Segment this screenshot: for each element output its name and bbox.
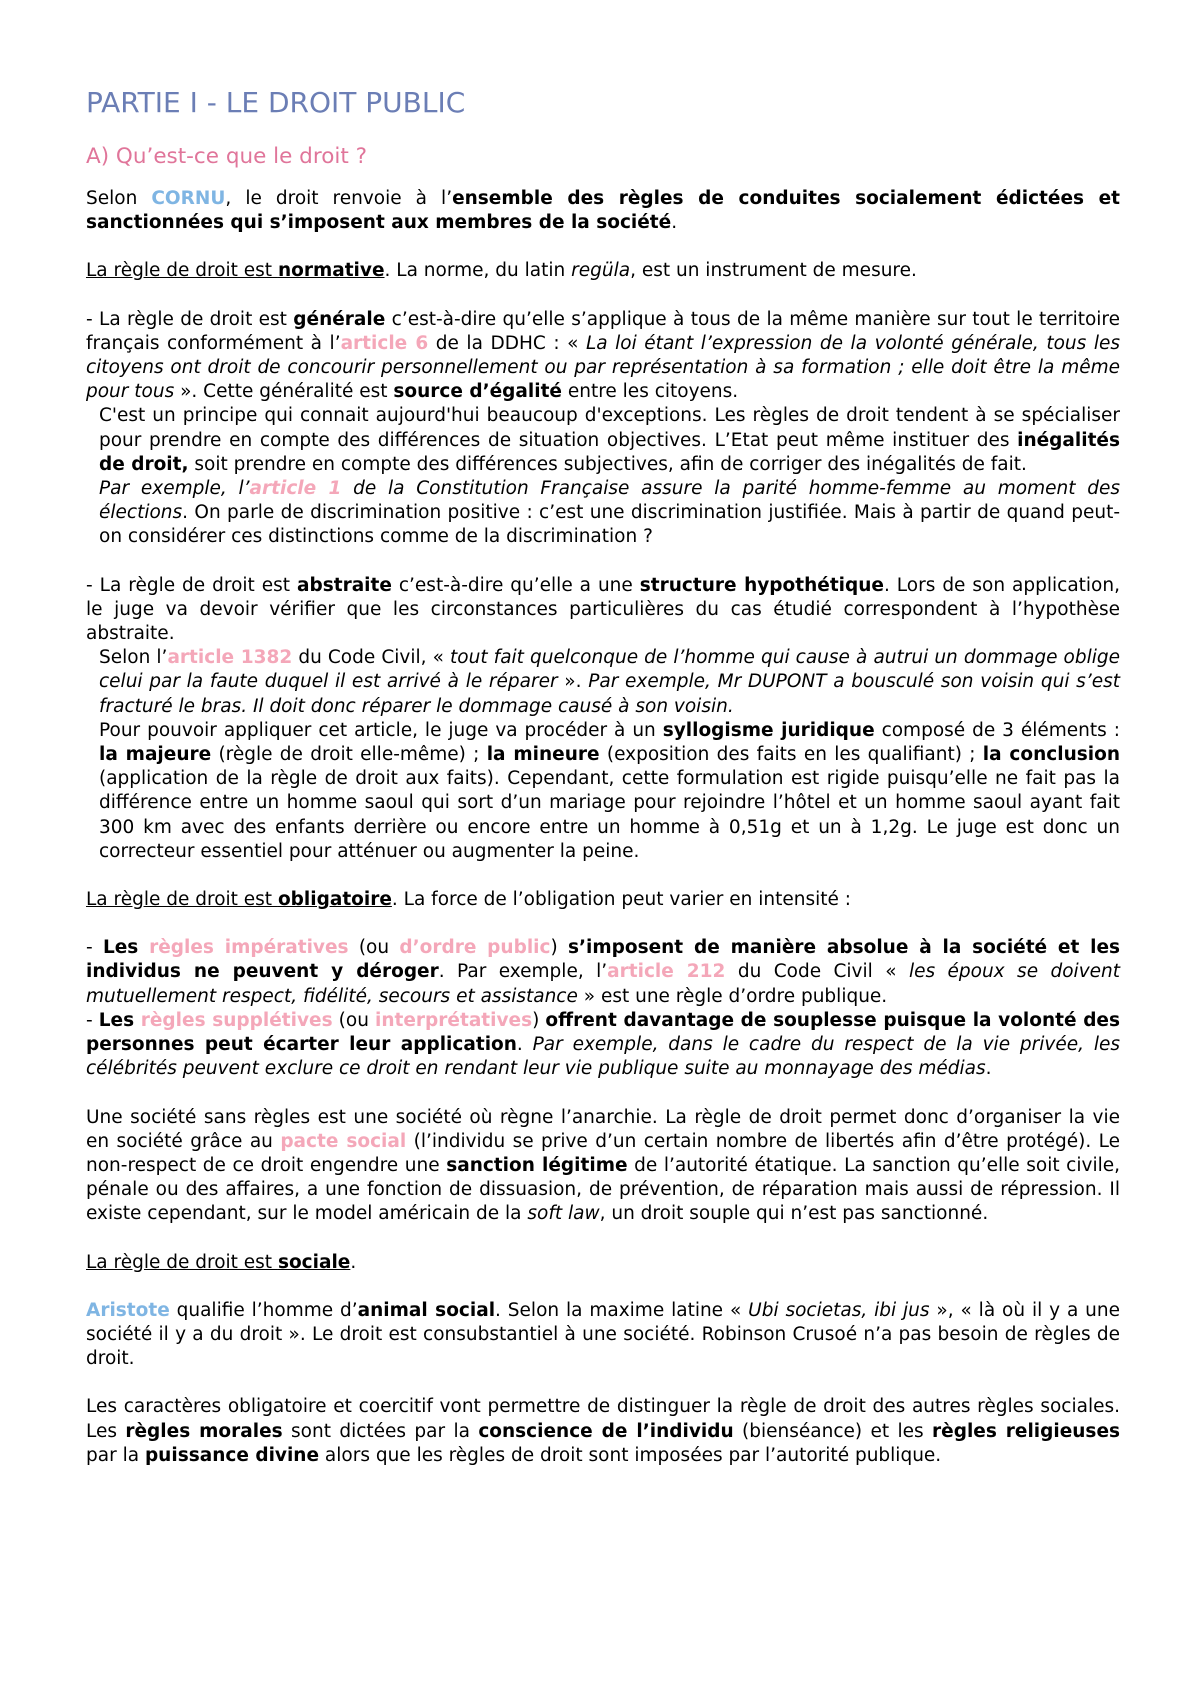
underlined-text: La règle de droit est <box>86 260 278 282</box>
text: (ou <box>348 937 400 959</box>
text: Selon <box>86 188 152 209</box>
article-reference: article 1382 <box>167 647 293 669</box>
definition-bold: ensemble des règles de conduites socialement édictées et sanctionnées qui s’imposent aux membres de la société <box>86 188 1120 234</box>
text-bold: Les <box>102 937 150 959</box>
text: - <box>86 937 103 959</box>
heading-normative <box>86 259 1120 283</box>
keyword-animal-social: animal social <box>357 1299 496 1321</box>
text: alors que les règles de droit sont imposées par l’autorité publique. <box>319 1444 942 1466</box>
text: - La règle de droit est <box>86 308 294 330</box>
keyword-source-egalite: source d’égalité <box>393 381 562 403</box>
page-title: PARTIE I - LE DROIT PUBLIC <box>86 86 466 119</box>
generale-paragraph <box>86 308 1120 405</box>
text: . Selon la maxime latine « <box>495 1299 749 1321</box>
text: qualifie l’homme d’ <box>169 1299 358 1321</box>
text: , est un instrument de mesure. <box>630 260 917 282</box>
text: . Lors de son application, le juge va devoir vérifier que les circonstances particulières du cas étudié correspondent à l’hypothèse abstraite. <box>86 574 1120 645</box>
text: . <box>985 1058 992 1080</box>
text: de la DDHC : « <box>428 332 586 354</box>
text: C'est un principe qui connait aujourd'hui beaucoup d'exceptions. Les règles de droit tendent à se spécialiser pour prendre en compte des différences de situation objectives. L’Etat peut même instituer des <box>99 405 1120 451</box>
text: ». Cette généralité est <box>174 381 394 403</box>
example-italic: Par exemple, Mr DUPONT a bousculé son voisin qui s’est fracturé le bras. Il doit donc réparer le dommage causé à son voisin. <box>99 671 1120 717</box>
keyword-regles-morales: règles morales <box>125 1420 283 1442</box>
keyword-puissance-divine: puissance divine <box>144 1444 320 1466</box>
term-italic: soft law <box>527 1203 600 1225</box>
abstraite-syllogisme <box>99 719 1120 864</box>
text: . La force de l’obligation peut varier en intensité : <box>391 889 852 911</box>
latin-term: regüla <box>571 260 631 282</box>
quote-italic: La loi étant l’expression de la volonté générale, tous les citoyens ont droit de concourir personnellement ou par représentation à sa formation ; elle doit être la même pour tous <box>86 332 1120 403</box>
keyword-mineure: la mineure <box>486 744 600 766</box>
text: (l’individu se prive d’un certain nombre de libertés afin d’être protégé). Le non-respect de ce droit engendre une <box>86 1130 1120 1176</box>
keyword-sociale: sociale <box>277 1251 351 1273</box>
text: , le droit renvoie à l’ <box>225 188 453 209</box>
text: . La norme, du latin <box>384 260 572 282</box>
list-item-generale <box>86 308 1120 550</box>
generale-exceptions <box>99 404 1120 477</box>
text: (exposition des faits en les qualifiant) ; <box>599 744 983 766</box>
text: . <box>516 1034 533 1056</box>
text: (règle de droit elle-même) ; <box>211 744 487 766</box>
keyword-structure: structure hypothétique <box>639 574 884 596</box>
term-highlight: interprétatives <box>375 1009 533 1031</box>
example-italic: Par exemple, l’ <box>99 478 250 500</box>
text: Les caractères obligatoire et coercitif vont permettre de distinguer la règle de droit des autres règles sociales. Les <box>86 1396 1120 1442</box>
text: par la <box>86 1444 145 1466</box>
keyword-regles-religieuses: règles religieuses <box>932 1420 1121 1442</box>
list-obligation-types <box>86 936 1120 1081</box>
text: (bienséance) et les <box>733 1420 933 1442</box>
text: sont dictées par la <box>282 1420 479 1442</box>
keyword-obligatoire: obligatoire <box>277 889 392 911</box>
article-reference: article 212 <box>607 961 726 983</box>
underlined-text: La règle de droit est <box>86 1251 278 1273</box>
text: ) <box>550 937 568 959</box>
text: composé de 3 éléments : <box>874 719 1120 741</box>
list-item-suppletives <box>86 1009 1120 1082</box>
keyword-sanction: sanction légitime <box>446 1154 628 1176</box>
text-bold: s’imposent de manière absolue à la société et les individus ne peuvent y déroger <box>86 937 1121 983</box>
text-bold: offrent davantage de souplesse puisque la volonté des personnes peut écarter leur application <box>86 1009 1120 1056</box>
paragraph-aristote <box>86 1299 1120 1372</box>
text: du Code Civil, « <box>292 647 451 669</box>
text: (application de la règle de droit aux faits). Cependant, cette formulation est rigide puisqu’elle ne fait pas la différence entre un homme saoul qui sort d’un mariage pour rejoindre l’hôtel et un homme saoul ayant fait 300 km avec des enfants derrière ou encore entre un homme à 0,51g et un à 1,2g. Le juge est donc un correcteur essentiel pour atténuer ou augmenter la peine. <box>99 768 1120 862</box>
author-cornu: CORNU <box>151 188 226 209</box>
abstraite-article-1382 <box>99 646 1120 719</box>
text: . Par exemple, l’ <box>438 961 608 983</box>
term-highlight: pacte social <box>280 1130 407 1152</box>
latin-maxim: Ubi societas, ibi jus <box>748 1299 930 1321</box>
text: . On parle de discrimination positive : c’est une discrimination justifiée. Mais à partir de quand peut-on considérer ces distinctions comme de la discrimination ? <box>99 502 1120 548</box>
text: c’est-à-dire qu’elle a une <box>391 574 640 596</box>
keyword-inegalites: inégalités de droit, <box>99 429 1120 475</box>
text: - <box>86 1009 99 1031</box>
paragraph-societe <box>86 1106 1120 1227</box>
heading-obligatoire <box>86 888 1120 912</box>
quote-italic: les époux se doivent mutuellement respect, fidélité, secours et assistance <box>86 961 1121 1007</box>
text: , un droit souple qui n’est pas sanctionné. <box>599 1203 989 1225</box>
text: Une société sans règles est une société où règne l’anarchie. La règle de droit permet donc d’organiser la vie en société grâce au <box>86 1106 1120 1152</box>
abstraite-paragraph <box>86 574 1120 647</box>
list-item-imperatives <box>86 936 1120 1009</box>
text: . <box>350 1251 357 1273</box>
term-highlight: règles supplétives <box>140 1009 333 1031</box>
text: de l’autorité étatique. La sanction qu’elle soit civile, pénale ou des affaires, a une fonction de dissuasion, de prévention, de réparation mais aussi de répression. Il existe cependant, sur le model américain de la <box>86 1154 1120 1225</box>
keyword-generale: générale <box>293 308 386 330</box>
text: » est une règle d’ordre publique. <box>577 985 888 1007</box>
underlined-text: La règle de droit est <box>86 889 278 911</box>
article-reference: article 6 <box>340 332 429 354</box>
text: - La règle de droit est <box>86 574 297 596</box>
keyword-conclusion: la conclusion <box>982 744 1120 766</box>
quote-italic: tout fait quelconque de l’homme qui cause à autrui un dommage oblige celui par la faute duquel il est arrivé à le réparer <box>99 647 1121 693</box>
text: . <box>671 212 678 234</box>
example-italic: Par exemple, dans le cadre du respect de la vie privée, les célébrités peuvent exclure ce droit en rendant leur vie publique suite au monnayage des médias <box>86 1034 1120 1080</box>
text: », « là où il y a une société il y a du droit ». Le droit est consubstantiel à une société. Robinson Crusoé n’a pas besoin de règles de droit. <box>86 1299 1121 1370</box>
text: ) <box>532 1009 546 1031</box>
article-reference: article 1 <box>249 478 342 500</box>
keyword-majeure: la majeure <box>99 744 212 766</box>
example-italic: de la Constitution Française assure la parité homme-femme au moment des élections <box>99 478 1120 524</box>
text: soit prendre en compte des différences subjectives, afin de corriger des inégalités de fait. <box>188 453 1027 475</box>
text: c’est-à-dire qu’elle s’applique à tous de la même manière sur tout le territoire français conformément à l’ <box>86 308 1120 354</box>
keyword-abstraite: abstraite <box>296 574 392 596</box>
paragraph-cornu-definition <box>86 187 1120 235</box>
list-item-abstraite <box>86 574 1120 864</box>
text: (ou <box>332 1009 376 1031</box>
text: Selon l’ <box>99 647 168 669</box>
text: du Code Civil « <box>725 961 909 983</box>
term-highlight: règles impératives <box>149 937 349 959</box>
text: ». <box>557 671 589 693</box>
paragraph-caracteres <box>86 1395 1120 1468</box>
heading-sociale <box>86 1251 1120 1275</box>
keyword-conscience: conscience de l’individu <box>478 1420 734 1442</box>
keyword-normative: normative <box>277 260 385 282</box>
text: Pour pouvoir appliquer cet article, le juge va procéder à un <box>99 719 663 741</box>
author-aristote: Aristote <box>86 1299 170 1321</box>
term-highlight: d’ordre public <box>399 937 551 959</box>
keyword-syllogisme: syllogisme juridique <box>662 719 875 741</box>
text: entre les citoyens. <box>561 381 739 403</box>
section-a-title: A) Qu’est-ce que le droit ? <box>86 144 368 169</box>
generale-example <box>99 477 1120 550</box>
text-bold: Les <box>98 1009 141 1031</box>
